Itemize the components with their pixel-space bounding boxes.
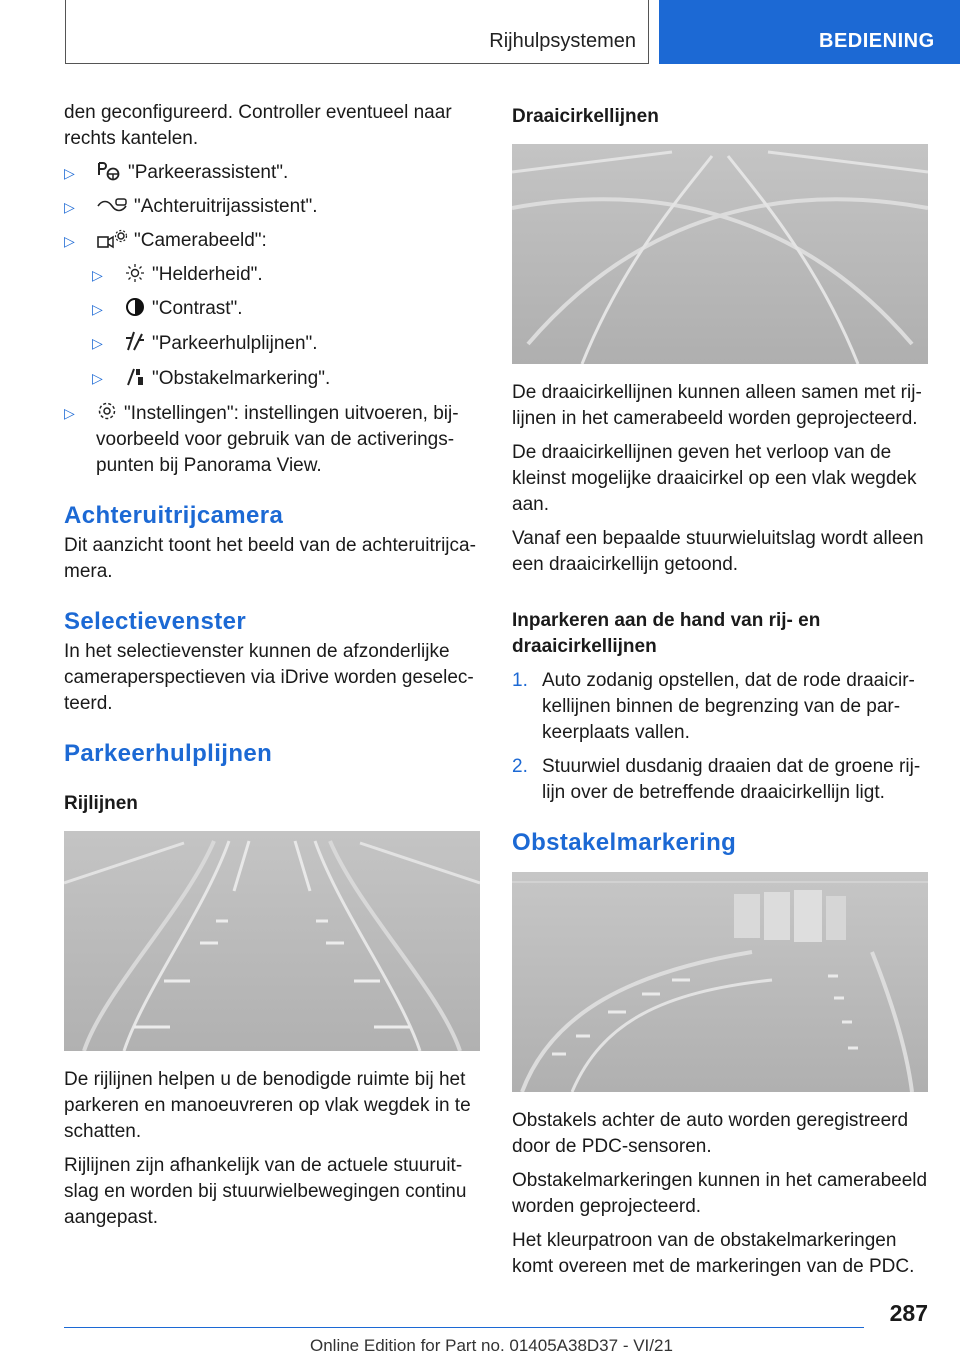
page-number: 287 [889, 1300, 928, 1326]
heading-obstacle-marking: Obstakelmarkering [512, 829, 737, 856]
heading-turn-circle-lines: Draaicirkellijnen [512, 106, 659, 127]
step-text: Stuurwiel dusdanig draaien dat de groene rijlijn over de betreffende draaicirkellijn ligt. [542, 756, 921, 803]
bullet-triangle-icon: ▷ [64, 405, 75, 421]
submenu-item-label: "Obstakelmarkering". [152, 368, 331, 389]
submenu-item-contrast [64, 296, 480, 322]
heading-selection-window: Selectievenster [64, 608, 247, 635]
bullet-triangle-icon: ▷ [92, 335, 103, 351]
footer-divider [64, 1327, 864, 1328]
submenu-item-label: "Helderheid". [152, 264, 263, 285]
park-assist-icon [96, 161, 122, 181]
obstacle-marking-icon [124, 365, 146, 387]
parking-lines-icon [124, 330, 146, 352]
heading-driving-lines: Rijlijnen [64, 793, 138, 814]
step-number: 2. [512, 756, 528, 777]
submenu-item-parking-lines [64, 330, 480, 357]
submenu-item-label: "Parkeerhulplijnen". [152, 333, 318, 354]
submenu-item-brightness [64, 262, 480, 288]
menu-item-label: "Achteruitrijassistent". [134, 196, 318, 217]
heading-parking-lines: Parkeerhulplijnen [64, 740, 273, 767]
right-column [512, 100, 928, 1280]
menu-item-reverse-assist [64, 194, 480, 220]
header-chapter-tab [659, 0, 960, 64]
heading-rear-camera: Achteruitrijcamera [64, 502, 284, 529]
brightness-icon [124, 263, 146, 283]
submenu-item-obstacle-marking [64, 365, 480, 392]
header-section-title: Rijhulpsystemen [489, 30, 636, 52]
driving-lines-figure [64, 831, 480, 1051]
driving-lines-text-1: De rijlijnen helpen u de benodigde ruimte bij het parkeren en manoeuvreren op vlak wegdek in te schatten. [64, 1069, 471, 1142]
bullet-triangle-icon: ▷ [64, 199, 75, 215]
settings-label: "Instellingen": instellingen uitvoeren, bijvoorbeeld voor gebruik van de activeringspunten bij Panorama View. [96, 403, 459, 476]
intro-text: den geconfigureerd. Controller eventueel naar rechts kantelen. [64, 102, 452, 149]
obstacle-marking-figure [512, 872, 928, 1092]
turn-circle-text-3: Vanaf een bepaalde stuurwieluitslag wordt alleen een draaicirkellijn getoond. [512, 528, 924, 575]
step-item [512, 754, 928, 806]
turn-circle-text-1: De draaicirkellijnen kunnen alleen samen met rijlijnen in het camerabeeld worden geprojecteerd. [512, 382, 922, 429]
bullet-triangle-icon: ▷ [92, 267, 103, 283]
menu-item-label: "Parkeerassistent". [128, 162, 289, 183]
menu-item-label: "Camerabeeld": [134, 230, 267, 251]
menu-item-settings [64, 400, 480, 479]
header-chapter-label: BEDIENING [819, 30, 935, 52]
step-number: 1. [512, 670, 528, 691]
obstacle-text-3: Het kleurpatroon van de obstakelmarkeringen komt overeen met de markeringen van de PDC. [512, 1230, 915, 1277]
left-column [64, 100, 480, 1231]
contrast-icon [124, 297, 146, 317]
submenu-item-label: "Contrast". [152, 298, 243, 319]
bullet-triangle-icon: ▷ [92, 301, 103, 317]
obstacle-text-2: Obstakelmarkeringen kunnen in het camerabeeld worden geprojecteerd. [512, 1170, 928, 1217]
driving-lines-text-2: Rijlijnen zijn afhankelijk van de actuele stuuruitslag en worden bij stuurwielbewegingen continu aangepast. [64, 1155, 467, 1228]
footer-edition: Online Edition for Part no. 01405A38D37 - VI/21 [310, 1336, 673, 1355]
header-section-box [65, 0, 649, 64]
bullet-triangle-icon: ▷ [64, 165, 75, 181]
turn-circle-text-2: De draaicirkellijnen geven het verloop van de kleinst mogelijke draaicirkel op een vlak wegdek aan. [512, 442, 917, 515]
turn-circle-lines-figure [512, 144, 928, 364]
gear-icon [96, 400, 118, 422]
menu-item-camera-view [64, 228, 480, 254]
camera-settings-icon [96, 229, 128, 249]
bullet-triangle-icon: ▷ [92, 370, 103, 386]
step-item [512, 668, 928, 746]
rear-camera-text: Dit aanzicht toont het beeld van de achteruitrijcamera. [64, 535, 476, 582]
reverse-assist-icon [96, 197, 128, 215]
step-text: Auto zodanig opstellen, dat de rode draaicirkellijnen binnen de begrenzing van de parkeerplaats vallen. [542, 670, 915, 743]
selection-window-text: In het selectievenster kunnen de afzonderlijke cameraperspectieven via iDrive worden geselecteerd. [64, 641, 474, 714]
heading-manual-parking: Inparkeren aan de hand van rij- en draaicirkellijnen [512, 610, 821, 657]
obstacle-text-1: Obstakels achter de auto worden geregistreerd door de PDC-sensoren. [512, 1110, 909, 1157]
bullet-triangle-icon: ▷ [64, 233, 75, 249]
menu-item-park-assist [64, 160, 480, 186]
